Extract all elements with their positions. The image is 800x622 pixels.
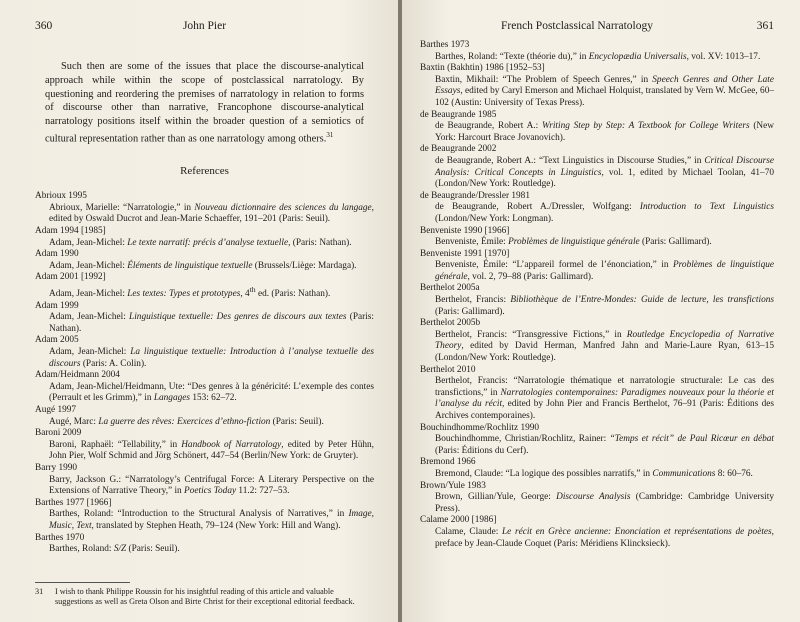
reference-entry — [420, 249, 774, 284]
reference-key: Adam/Heidmann 2004 — [35, 370, 120, 381]
reference-text: Benveniste, Émile: “L’appareil formel de l’énonciation,” in Problèmes de linguistique générale, vol. 2, 79–88 (Paris: Gallimard). — [435, 260, 774, 282]
left-running-head-title: John Pier — [182, 20, 227, 32]
reference-text: Baroni, Raphaël: “Tellability,” in Handbook of Narratology, edited by Peter Hühn, John Pier, Wolf Schmid and Jörg Schönert, 447–54 (Berlin/New York: de Gruyter). — [49, 439, 374, 462]
reference-key: Berthelot 2005a — [420, 283, 480, 294]
reference-key: Barthes 1977 [1966] — [35, 497, 112, 508]
reference-key: de Beaugrande 2002 — [420, 144, 497, 155]
reference-entry — [420, 318, 774, 364]
reference-text: Berthelot, Francis: “Transgressive Fictions,” in Routledge Encyclopedia of Narrative Theory, edited by David Herman, Manfred Jahn and Marie-Laure Ryan, 613–15 (London/New York: Routledge). — [435, 329, 774, 364]
left-running-header — [35, 20, 374, 40]
reference-key: Adam 1994 [1985] — [35, 226, 106, 237]
reference-text: Berthelot, Francis: “Narratologie thématique et narratologie structurale: Le cas des transfictions,” in Narratologies contemporaines: Paradigmes nouveaux pour la théorie et l’analyse du récit, edited by John Pier and Francis Berthelot, 76–91 (Paris: Éditions des Archives contemporaines). — [435, 376, 774, 421]
reference-key: Adam 1999 — [35, 300, 79, 311]
reference-text: Barry, Jackson G.: “Narratology’s Centrifugal Force: A Literary Perspective on the Extensions of Narrative Theory,” in Poetics Today 11.2: 727–53. — [49, 474, 374, 497]
footnote-text: I wish to thank Philippe Roussin for his insightful reading of this article and valuable suggestions as well as Greta Olson and Birte Christ for their exceptional editorial feedback. — [55, 586, 355, 607]
right-running-head-title: French Postclassical Narratology — [500, 20, 653, 32]
reference-entry — [35, 428, 374, 463]
reference-text: de Beaugrande, Robert A./Dressler, Wolfgang: Introduction to Text Linguistics (London/New York: Longman). — [435, 202, 774, 224]
reference-entry — [35, 249, 374, 272]
reference-entry — [420, 110, 774, 145]
footnote — [35, 587, 374, 608]
reference-text: Barthes, Roland: “Texte (théorie du),” in Encyclopædia Universalis, vol. XV: 1013–17. — [435, 51, 761, 62]
reference-key: Berthelot 2005b — [420, 318, 481, 329]
reference-entry — [420, 283, 774, 318]
reference-text: Calame, Claude: Le récit en Grèce ancienne: Enonciation et représentations de poètes, preface by Jean-Claude Coquet (Paris: Méridiens Klincksieck). — [435, 526, 774, 549]
reference-text: Barthes, Roland: “Introduction to the Structural Analysis of Narratives,” in Image, Music, Text, translated by Stephen Heath, 79–124 (New York: Hill and Wang). — [49, 509, 374, 531]
reference-key: Adam 1990 — [35, 249, 79, 260]
reference-text: Bouchindhomme, Christian/Rochlitz, Rainer: “Temps et récit” de Paul Ricœur en débat (Paris: Éditions du Cerf). — [435, 434, 774, 456]
reference-entry — [420, 144, 774, 190]
concluding-paragraph: Such then are some of the issues that place the discourse-analytical approach while within the scope of postclassical narratology. By questioning and reordering the premises of narratology in relation to forms of discourse other than narrative, Francophone discourse-analytical narratology positions itself within the broader question of a semiotics of cultural representation rather than as one narratology among others.$^{31}$ — [45, 61, 364, 145]
reference-text: Abrioux, Marielle: “Narratologie,” in Nouveau dictionnaire des sciences du langage, edited by Oswald Ducrot and Jean-Marie Schaeffer, 191–201 (Paris: Seuil). — [49, 202, 374, 225]
reference-text: Adam, Jean-Michel: Le texte narratif: précis d’analyse textuelle, (Paris: Nathan). — [49, 237, 352, 248]
reference-entry — [35, 370, 374, 405]
reference-key: Benveniste 1990 [1966] — [420, 225, 510, 236]
left-reference-list — [35, 191, 374, 556]
reference-entry — [420, 365, 774, 423]
right-page-number: 361 — [756, 20, 774, 32]
reference-text: Augé, Marc: La guerre des rêves: Exercices d’ethno-fiction (Paris: Seuil). — [49, 416, 324, 427]
reference-key: Augé 1997 — [35, 405, 77, 416]
reference-text: Adam, Jean-Michel: La linguistique textuelle: Introduction à l’analyse textuelle des discours (Paris: A. Colin). — [49, 347, 374, 369]
reference-key: Barthes 1973 — [420, 40, 470, 50]
reference-key: Abrioux 1995 — [35, 191, 87, 202]
reference-key: Berthelot 2010 — [420, 364, 476, 375]
reference-entry — [35, 405, 374, 428]
reference-text: Bremond, Claude: “La logique des possibles narratifs,” in Communications 8: 60–76. — [435, 468, 753, 479]
left-page — [0, 0, 398, 622]
reference-text: de Beaugrande, Robert A.: “Text Linguistics in Discourse Studies,” in Critical Discourse Analysis: Critical Concepts in Linguistics, vol. 1, edited by Michael Toolan, 41–70 (London/New York: Routledge). — [435, 155, 775, 190]
reference-key: Bouchindhomme/Rochlitz 1990 — [420, 422, 540, 433]
right-reference-list — [420, 40, 774, 550]
reference-text: Brown, Gillian/Yule, George: Discourse Analysis (Cambridge: Cambridge University Press). — [435, 492, 774, 514]
footnote-number: 31 — [35, 586, 44, 596]
reference-key: Barthes 1970 — [35, 532, 85, 543]
reference-text: Barthes, Roland: S/Z (Paris: Seuil). — [49, 544, 180, 555]
references-heading: References — [180, 165, 229, 178]
reference-text: Adam, Jean-Michel: Linguistique textuelle: Des genres de discours aux textes (Paris: Nathan). — [49, 312, 375, 334]
reference-entry — [420, 226, 774, 249]
reference-key: Benveniste 1991 [1970] — [420, 248, 510, 259]
reference-key: Brown/Yule 1983 — [420, 480, 486, 491]
reference-entry — [420, 481, 774, 516]
reference-key: Baxtin (Bakhtin) 1986 [1952–53] — [420, 63, 545, 74]
left-page-number: 360 — [35, 20, 53, 32]
reference-entry — [420, 457, 774, 480]
reference-key: Baroni 2009 — [35, 428, 82, 439]
reference-key: de Beaugrande/Dressler 1981 — [420, 190, 530, 201]
reference-entry — [420, 423, 774, 458]
reference-entry — [420, 63, 774, 109]
reference-entry — [35, 272, 374, 300]
reference-key: Calame 2000 [1986] — [420, 515, 497, 526]
reference-text: Adam, Jean-Michel: Éléments de linguistique textuelle (Brussels/Liège: Mardaga). — [49, 260, 357, 271]
reference-entry — [420, 40, 774, 63]
reference-entry — [420, 515, 774, 550]
reference-text: Adam, Jean-Michel/Heidmann, Ute: “Des genres à la généricité: L’exemple des contes (Perrault et les Grimm),” in Langages 153: 62–72. — [49, 381, 374, 404]
reference-entry — [35, 533, 374, 556]
reference-entry — [35, 301, 374, 336]
reference-key: Barry 1990 — [35, 463, 78, 473]
reference-key: Bremond 1966 — [420, 457, 476, 468]
reference-text: Adam, Jean-Michel: Les textes: Types et prototypes, 4th ed. (Paris: Nathan). — [49, 285, 331, 300]
reference-key: Adam 2001 [1992] — [35, 272, 106, 283]
footnote-rule — [35, 582, 130, 583]
reference-entry — [35, 191, 374, 226]
reference-text: Benveniste, Émile: Problèmes de linguistique générale (Paris: Gallimard). — [435, 237, 712, 248]
reference-entry — [35, 226, 374, 249]
reference-entry — [35, 498, 374, 533]
right-running-header — [420, 20, 774, 40]
reference-entry — [420, 191, 774, 226]
reference-key: Adam 2005 — [35, 335, 79, 346]
reference-text: Baxtin, Mikhail: “The Problem of Speech Genres,” in Speech Genres and Other Late Essays, edited by Caryl Emerson and Michael Holquist, translated by Vern W. McGee, 60–102 (Austin: University of Texas Press). — [435, 74, 774, 108]
right-page — [402, 0, 800, 622]
reference-text: de Beaugrande, Robert A.: Writing Step by Step: A Textbook for College Writers (New York: Harcourt Brace Jovanovich). — [435, 121, 774, 143]
reference-key: de Beaugrande 1985 — [420, 109, 497, 120]
reference-text: Berthelot, Francis: Bibliothèque de l’Entre-Mondes: Guide de lecture, les transfictions (Paris: Gallimard). — [435, 295, 774, 317]
reference-entry — [35, 463, 374, 498]
reference-entry — [35, 335, 374, 370]
